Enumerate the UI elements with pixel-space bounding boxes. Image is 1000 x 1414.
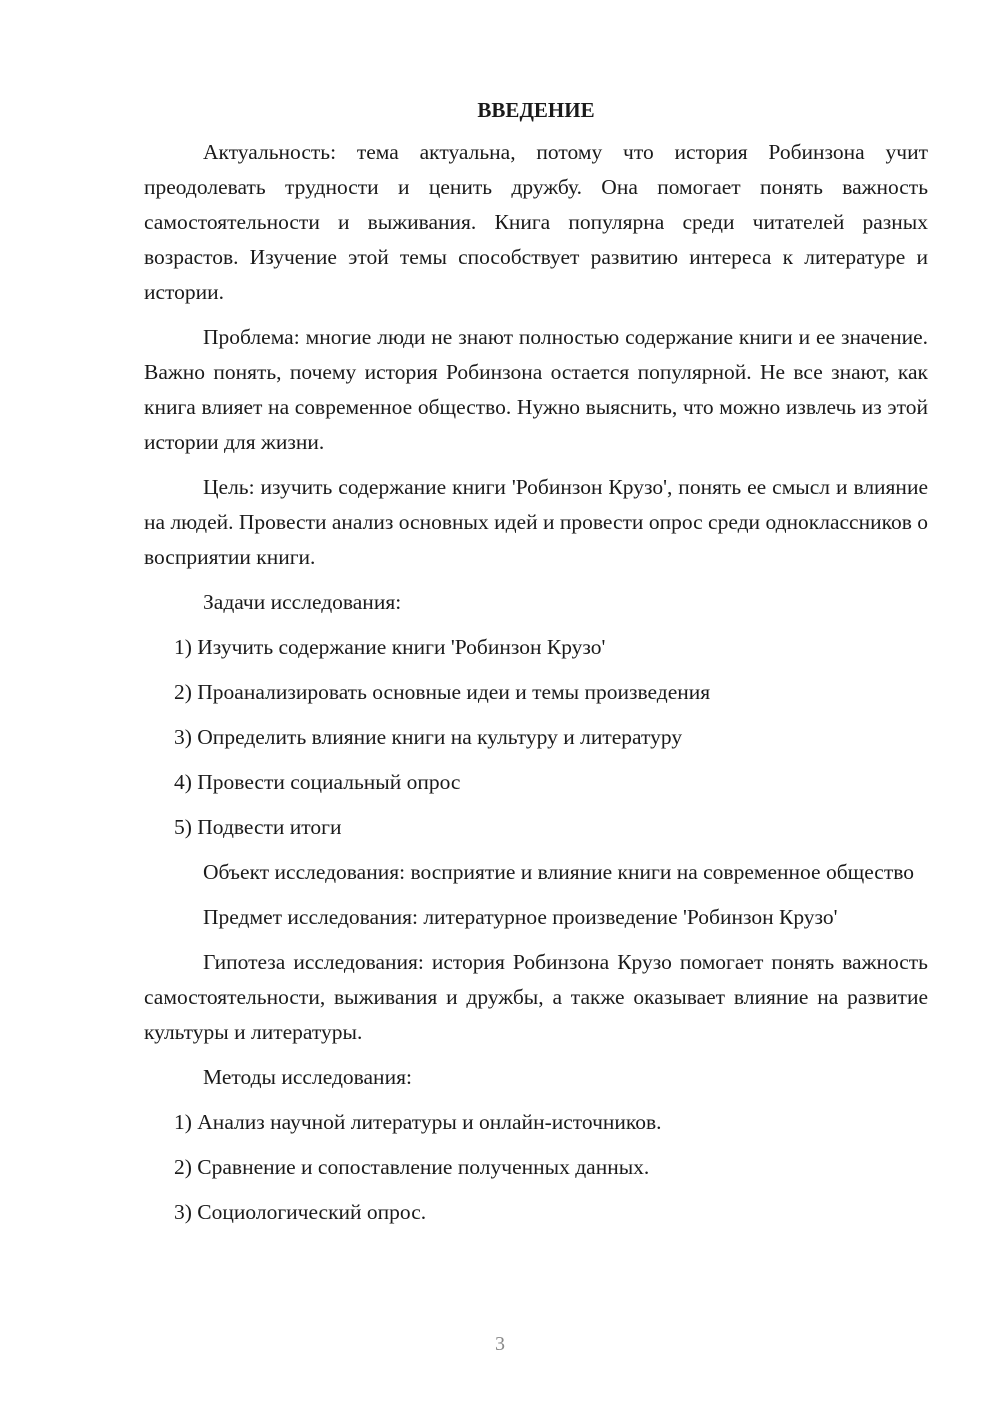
object-paragraph: Объект исследования: восприятие и влияние книги на современное общество <box>203 860 914 884</box>
page-number: 3 <box>495 1333 505 1355</box>
task-item-4: 4) Провести социальный опрос <box>174 770 461 794</box>
problem-paragraph: Проблема: многие люди не знают полностью содержание книги и ее значение. Важно понять, почему история Робинзона остается популярной. Не все знают, как книга влияет на современное общество. Нужно выяснить, что можно извлечь из этой истории для жизни. <box>144 325 928 454</box>
document-page <box>144 95 928 1240</box>
methods-heading: Методы исследования: <box>203 1065 412 1089</box>
subject-paragraph: Предмет исследования: литературное произведение 'Робинзон Крузо' <box>203 905 838 929</box>
goal-paragraph: Цель: изучить содержание книги 'Робинзон Крузо', понять ее смысл и влияние на людей. Провести анализ основных идей и провести опрос среди одноклассников о восприятии книги. <box>144 475 928 569</box>
method-item-3: 3) Социологический опрос. <box>174 1200 427 1224</box>
relevance-paragraph: Актуальность: тема актуальна, потому что история Робинзона учит преодолевать трудности и ценить дружбу. Она помогает понять важность самостоятельности и выживания. Книга популярна среди читателей разных возрастов. Изучение этой темы способствует развитию интереса к литературе и истории. <box>144 140 928 304</box>
task-item-1: 1) Изучить содержание книги 'Робинзон Крузо' <box>174 635 606 659</box>
tasks-heading: Задачи исследования: <box>203 590 402 614</box>
method-item-2: 2) Сравнение и сопоставление полученных данных. <box>174 1155 650 1179</box>
method-item-1: 1) Анализ научной литературы и онлайн-источников. <box>174 1110 662 1134</box>
page-title: ВВЕДЕНИЕ <box>477 98 595 122</box>
task-item-3: 3) Определить влияние книги на культуру и литературу <box>174 725 683 749</box>
task-item-2: 2) Проанализировать основные идеи и темы произведения <box>174 680 711 704</box>
task-item-5: 5) Подвести итоги <box>174 815 342 839</box>
hypothesis-paragraph: Гипотеза исследования: история Робинзона Крузо помогает понять важность самостоятельности, выживания и дружбы, а также оказывает влияние на развитие культуры и литературы. <box>144 950 928 1044</box>
